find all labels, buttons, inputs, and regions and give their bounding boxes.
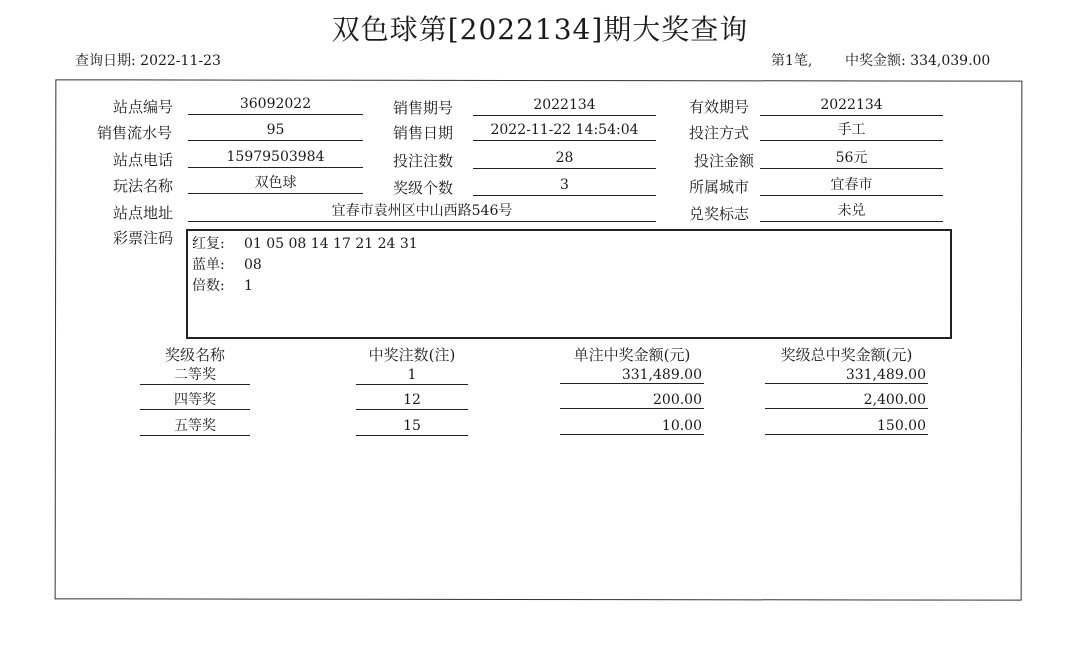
- blue-numbers-line: [192, 254, 262, 274]
- row2-unit: 200.00: [560, 391, 704, 409]
- station-address-value: 宜春市袁州区中山西路546号: [188, 202, 656, 222]
- query-date-value: 2022-11-23: [140, 53, 221, 69]
- prize-amount: [845, 50, 990, 70]
- sale-period-value: 2022134: [473, 96, 656, 116]
- station-no-value: 36092022: [188, 95, 363, 115]
- header-prize-level: 奖级名称: [164, 346, 225, 364]
- multiple-value: 1: [244, 278, 253, 294]
- redeem-flag-value: 未兑: [760, 202, 943, 222]
- city-value: 宜春市: [760, 176, 943, 196]
- bet-mode-label: 投注方式: [689, 124, 750, 142]
- bet-amount-label: 投注金额: [694, 152, 755, 170]
- prize-amount-value: 334,039.00: [910, 53, 991, 69]
- game-name-value: 双色球: [188, 174, 363, 194]
- ticket-box: [186, 229, 952, 339]
- ticket-label: 彩票注码: [113, 229, 174, 247]
- multiple-line: [192, 275, 253, 295]
- station-address-label: 站点地址: [113, 204, 174, 222]
- header-unit-amount: 单注中奖金额(元): [573, 346, 691, 364]
- row3-count: 15: [356, 417, 468, 436]
- sale-date-label: 销售日期: [393, 124, 454, 142]
- redeem-flag-label: 兑奖标志: [689, 205, 750, 223]
- row3-unit: 10.00: [560, 417, 704, 435]
- row2-total: 2,400.00: [765, 391, 928, 409]
- valid-period-label: 有效期号: [689, 98, 750, 116]
- station-phone-value: 15979503984: [188, 148, 363, 168]
- header-win-count: 中奖注数(注): [368, 346, 456, 364]
- row1-total: 331,489.00: [765, 366, 928, 384]
- blue-numbers: 08: [244, 257, 262, 273]
- page-title: 双色球第[2022134]期大奖查询: [331, 13, 749, 46]
- city-label: 所属城市: [689, 178, 750, 196]
- row1-count: 1: [356, 366, 468, 385]
- record-count: 第1笔,: [771, 53, 813, 69]
- serial-no-label: 销售流水号: [97, 124, 173, 142]
- row3-level: 五等奖: [140, 417, 250, 436]
- row3-total: 150.00: [765, 417, 928, 435]
- prize-levels-value: 3: [473, 176, 656, 196]
- header-total-amount: 奖级总中奖金额(元): [780, 346, 913, 364]
- multiple-label: 倍数:: [192, 278, 225, 294]
- prize-amount-label: 中奖金额:: [845, 53, 906, 69]
- red-numbers-line: [192, 233, 418, 253]
- bet-count-value: 28: [473, 149, 656, 169]
- game-name-label: 玩法名称: [113, 177, 174, 195]
- sale-date-value: 2022-11-22 14:54:04: [473, 121, 656, 141]
- query-date: [75, 50, 221, 70]
- row2-count: 12: [356, 391, 468, 410]
- row1-level: 二等奖: [140, 366, 250, 385]
- red-label: 红复:: [192, 236, 225, 252]
- query-date-label: 查询日期:: [75, 53, 136, 69]
- row2-level: 四等奖: [140, 391, 250, 410]
- blue-label: 蓝单:: [192, 257, 225, 273]
- bet-mode-value: 手工: [760, 121, 943, 141]
- valid-period-value: 2022134: [760, 96, 943, 116]
- red-numbers: 01 05 08 14 17 21 24 31: [244, 236, 418, 252]
- prize-levels-label: 奖级个数: [393, 179, 454, 197]
- sale-period-label: 销售期号: [393, 99, 454, 117]
- bet-count-label: 投注注数: [393, 152, 454, 170]
- bet-amount-value: 56元: [760, 149, 943, 169]
- station-no-label: 站点编号: [113, 98, 174, 116]
- serial-no-value: 95: [188, 121, 363, 141]
- station-phone-label: 站点电话: [113, 151, 174, 169]
- row1-unit: 331,489.00: [560, 366, 704, 384]
